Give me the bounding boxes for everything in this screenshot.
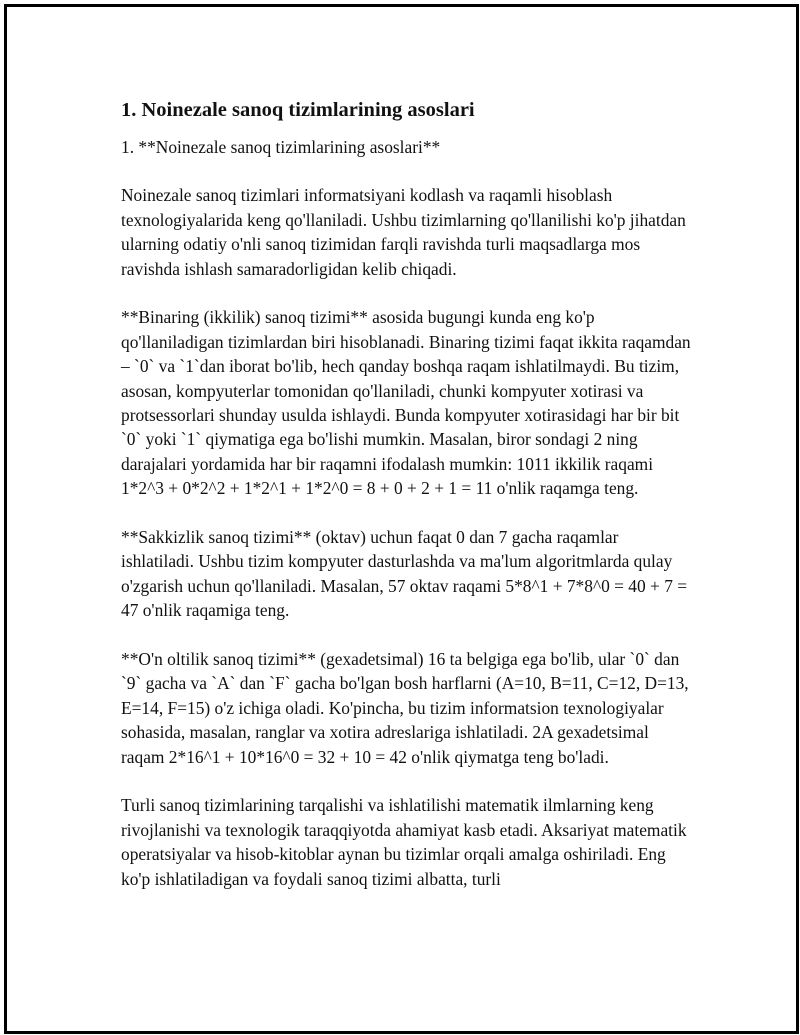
- document-title: 1. Noinezale sanoq tizimlarining asoslari: [121, 99, 475, 121]
- paragraph-intro: Noinezale sanoq tizimlari informatsiyani kodlash va raqamli hisoblash texnologiyalarida keng qo'llaniladi. Ushbu tizimlarning qo'llanilishi ko'p jihatdan ularning odatiy o'nli sanoq tizimidan farqli ravishda turli maqsadlarga mos ravishda ishlash samaradorligidan kelib chiqadi.: [121, 185, 686, 279]
- paragraph-gap: [121, 159, 693, 183]
- paragraph-gap: [121, 281, 693, 305]
- paragraph-gap: [121, 501, 693, 525]
- document-body: [121, 95, 693, 891]
- document-page: [4, 4, 799, 1034]
- paragraph-binary: **Binaring (ikkilik) sanoq tizimi** asosida bugungi kunda eng ko'p qo'llaniladigan tizimlardan biri hisoblanadi. Binaring tizimi faqat ikkita raqamdan – `0` va `1`dan iborat bo'lib, hech qanday boshqa raqam ishlatilmaydi. Bu tizim, asosan, kompyuterlar tomonidan qo'llaniladi, chunki kompyuter xotirasi va protsessorlari shunday usulda ishlaydi. Bunda kompyuter xotirasidagi har bir bit `0` yoki `1` qiymatiga ega bo'lishi mumkin. Masalan, biror sondagi 2 ning darajalari yordamida har bir raqamni ifodalash mumkin: 1011 ikkilik raqami 1*2^3 + 0*2^2 + 1*2^1 + 1*2^0 = 8 + 0 + 2 + 1 = 11 o'nlik raqamga teng.: [121, 307, 691, 499]
- document-subtitle: 1. **Noinezale sanoq tizimlarining asoslari**: [121, 137, 441, 157]
- paragraph-hexadecimal: **O'n oltilik sanoq tizimi** (gexadetsimal) 16 ta belgiga ega bo'lib, ular `0` dan `9` gacha va `A` dan `F` gacha bo'lgan bosh harflarni (A=10, B=11, C=12, D=13, E=14, F=15) o'z ichiga oladi. Ko'pincha, bu tizim informatsion texnologiyalar sohasida, masalan, ranglar va xotira adreslariga ishlatiladi. 2A gexadetsimal raqam 2*16^1 + 10*16^0 = 32 + 10 = 42 o'nlik qiymatga teng bo'ladi.: [121, 649, 689, 767]
- paragraph-gap: [121, 769, 693, 793]
- paragraph-conclusion: Turli sanoq tizimlarining tarqalishi va ishlatilishi matematik ilmlarning keng rivojlanishi va texnologik taraqqiyotda ahamiyat kasb etadi. Aksariyat matematik operatsiyalar va hisob-kitoblar aynan bu tizimlar orqali amalga oshiriladi. Eng ko'p ishlatiladigan va foydali sanoq tizimi albatta, turli: [121, 795, 687, 889]
- paragraph-gap: [121, 623, 693, 647]
- paragraph-octal: **Sakkizlik sanoq tizimi** (oktav) uchun faqat 0 dan 7 gacha raqamlar ishlatiladi. Ushbu tizim kompyuter dasturlashda va ma'lum algoritmlarda qulay o'zgarish uchun qo'llaniladi. Masalan, 57 oktav raqami 5*8^1 + 7*8^0 = 40 + 7 = 47 o'nlik raqamiga teng.: [121, 527, 688, 621]
